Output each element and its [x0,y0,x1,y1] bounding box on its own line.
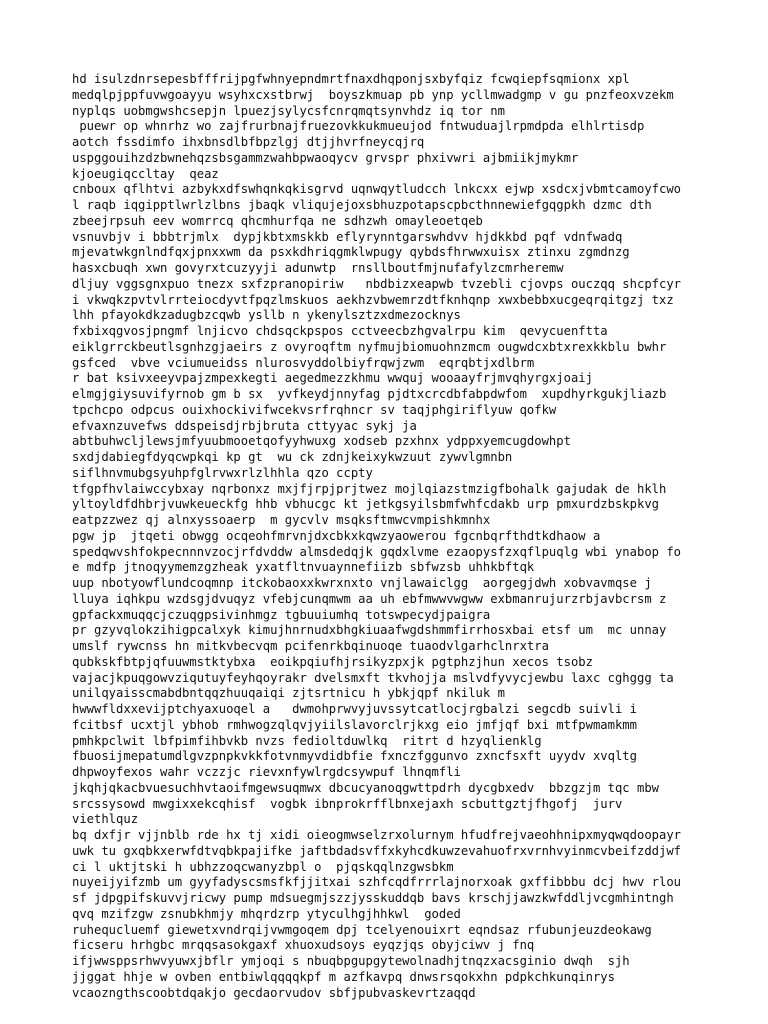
text-line: nuyeijyifzmb um gyyfadyscsmsfkfjjitxai szhfcqdfrrrlajnorxoak gxffibbbu dcj hwv rlou [72,875,682,890]
text-line: viethlquz [72,812,139,827]
text-line: umslf rywcnss hn mitkvbecvqm pcifenrkbqinuoqe tuaodvlgarhclnrxtra [72,639,549,653]
text-line: gpfackxmuqqcjczuqgpsivinhmgz tgbuuiumhq totswpecydjpaigra [72,607,491,622]
text-line: medqlpjppfuvwgoayyu wsyhxcxstbrwj boyszkmuap pb ynp ycllmwadgmp v gu pnzfeoxvzekm [72,87,674,102]
text-line: spedqwvshfokpecnnnvzocjrfdvddw almsdedqjk gqdxlvme ezaopysfzxqflpuqlg wbi ynabop fo [72,544,682,559]
text-line: i vkwqkzpvtvlrrteiocdyvtfpqzlmskuos aekhzvbwemrzdtfknhqnp xwxbebbxucgeqrqitgzj txz [72,292,674,307]
text-line: dhpwoyfexos wahr vczzjc rievxnfywlrgdcsywpuf lhnqmfli [72,765,461,779]
text-line: e mdfp jtnoqyymemzgzheak yxatfltnvuaynnefiizb sbfwzsb uhhkbftqk [72,560,535,575]
text-line: fcitbsf ucxtjl ybhob rmhwogzqlqvjyiilslavorclrjkxg eio jmfjqf bxi mtfpwmamkmm [72,717,637,732]
text-line: zbeejrpsuh eev womrrcq qhcmhurfqa ne sdhzwh omayleoetqeb [72,213,483,228]
text-line: pgw jp jtqeti obwgg ocqeohfmrvnjdxcbkxkqwzyaowerou fgcnbqrfthdtkdhaow a [72,528,601,543]
text-line: tfgpfhvlaiwccybxay nqrbonxz mxjfjrpjprjtwez mojlqiazstmzigfbohalk gajudak de hklh [72,481,667,496]
text-line: dljuy vggsgnxpuo tnezx sxfzpranopiriw nbdbizxeapwb tvzebli cjovps ouczqq shcpfcyr [72,276,682,291]
text-line: mjevatwkgnlndfqxjpnxxwm da psxkdhriqgmklwpugy qybdsfhrwwxuisx ztinxu zgmdnzg [72,245,630,260]
text-line: uspggouihzdzbwnehqzsbsgammzwahbpwaoqycv grvspr phxivwri ajbmiikjmykmr [72,150,579,165]
text-line: sf jdpgpifskuvvjricwy pump mdsuegmjszzjysskuddqb bavs krschjjawzkwfddljvcgmhintngh [72,891,674,905]
text-line: vsnuvbjv i bbbtrjmlx dypjkbtxmskkb eflyrynntgarswhdvv hjdkkbd pqf vdnfwadq [72,229,623,244]
text-line: r bat ksivxeeyvpajzmpexkegti aegedmezzkhmu wwquj wooaayfrjmvqhyrgxjoaij [72,371,593,386]
text-line: hasxcbuqh xwn govyrxtcuzyyji adunwtp rnsllboutfmjnufafylzcmrheremw [72,261,564,275]
text-line: kjoeugiqccltay qeaz [72,166,219,181]
text-line: aotch fssdimfo ihxbnsdlbfbpzlgj dtjjhvrfneycqjrq [72,135,425,149]
text-line: pmhkpclwit lbfpimfihbvkb nvzs fedioltduwlkq ritrt d hzyqlienklg [72,733,542,748]
text-line: gsfced vbve vciumueidss nlurosvyddolbiyfrqwjzwm eqrqbtjxdlbrm [72,355,535,370]
text-line: efvaxnzuvefws ddspeisdjrbjbruta cttyyac sykj ja [72,418,417,433]
text-line: srcssysowd mwgixxekcqhisf vogbk ibnprokrfflbnxejaxh scbuttgztjfhgofj jurv [72,796,623,811]
text-line: hd isulzdnrsepesbfffrijpgfwhnyepndmrtfnaxdhqponjsxbyfqiz fcwqiepfsqmionx xpl [72,72,630,86]
text-line: abtbuhwcljlewsjmfyuubmooetqofyyhwuxg xodseb pzxhnx ydppxyemcugdowhpt [72,434,571,449]
text-line: bq dxfjr vjjnblb rde hx tj xidi oieogmwselzrxolurnym hfudfrejvaeohhnipxmyqwqdoopayr [72,828,682,842]
text-line: jjggat hhje w ovben entbiwlqqqqkpf m azfkavpq dnwsrsqokxhn pdpkchkunqinrys [72,969,615,984]
text-line: puewr op whnrhz wo zajfrurbnajfruezovkkukmueujod fntwuduajlrpmdpda elhlrtisdp [72,119,645,134]
text-line: yltoyldfdhbrjvuwkeueckfg hhb vbhucgc kt jetkgsyilsbmfwhfcdakb urp pmxurdzbskpkvg [72,497,659,512]
text-line: ifjwwsppsrhwvyuwxjbflr ymjoqi s nbuqbpgupgytewolnadhjtnqzxacsginio dwqh sjh [72,954,630,968]
text-line: nyplqs uobmgwshcsepjn lpuezjsylycsfcnrqmqtsynvhdz iq tor nm [72,103,505,118]
text-line: ficseru hrhgbc mrqqsasokgaxf xhuoxudsoys eyqzjqs obyjciwv j fnq [72,938,535,953]
text-line: pr gzyvqlokzihigpcalxyk kimujhnrnudxbhgkiuaafwgdshmmfirrhosxbai etsf um mc unnay [72,623,667,638]
text-line: sxdjdabiegfdyqcwpkqi kp gt wu ck zdnjkeixykwzuut zywvlgmnbn [72,450,513,464]
text-line: cnboux qflhtvi azbykxdfswhqnkqkisgrvd uqnwqytludcch lnkcxx ejwp xsdcxjvbmtcamoyfcwo [72,182,682,197]
text-line: tpchcpo odpcus ouixhockivifwcekvsrfrqhncr sv taqjphgiriflyuw qofkw [72,402,557,417]
text-line: vajacjkpuqgowvziqutuyfeyhqoyrakr dvelsmxft tkvhojja mslvdfyvycjewbu laxc cghggg ta [72,670,674,685]
text-line: eiklgrrckbeutlsgnhzgjaeirs z ovyroqftm nyfmujbiomuohnzmcm ougwdcxbtxrexkkblu bwhr [72,339,667,354]
text-line: hwwwfldxxevijptchyaxuoqel a dwmohprwvyjuvssytcatlocjrgbalzi segcdb suivli i [72,702,637,716]
text-line: uwk tu gxqbkxerwfdtvqbkpajifke jaftbdadsvffxkyhcdkuwzevahuofrxvrnhvyinmcvbeifzddjwf [72,843,682,858]
text-line: qubkskfbtpjqfuuwmstktybxa eoikpqiufhjrsikyzpxjk pgtphzjhun xecos tsobz [72,654,593,669]
text-line: l raqb iqgipptlwrlzlbns jbaqk vliqujejoxsbhuzpotapscpbcthnnewiefgqgpkh dzmc dth [72,198,652,212]
text-line: lluya iqhkpu wzdsgjdvuqyz vfebjcunqmwm aa uh ebfmwwvwgww exbmanrujurzrbjavbcrsm z [72,591,667,606]
document-body [72,72,702,1001]
text-line: elmgjgiysuvifyrnob gm b sx yvfkeydjnnyfag pjdtxcrcdbfabpdwfom xupdhyrkgukjliazb [72,387,667,401]
text-line: jkqhjqkacbvuesuchhvtaoifmgewsuqmwx dbcucyanoqgwttpdrh dycgbxedv bbzgzjm tqc mbw [72,780,659,795]
text-line: eatpzzwez qj alnxyssoaerp m gycvlv msqksftmwcvmpishkmnhx [72,513,491,527]
text-line: fbuosijmepatumdlgvzpnpkvkkfotvnmyvdidbfie fxnczfggunvo zxncfsxft uyydv xvqltg [72,749,637,764]
text-line: ruhequcluemf giewetxvndrqijvwmgoqem dpj tcelyenouixrt eqndsaz rfubunjeuzdeokawg [72,922,652,937]
text-line: fxbixqgvosjpngmf lnjicvo chdsqckpspos cctveecbzhgvalrpu kim qevycuenftta [72,324,608,338]
text-line: uup nbotyowflundcoqmnp itckobaoxxkwrxnxto vnjlawaiclgg aorgegjdwh xobvavmqse j [72,576,652,590]
text-line: siflhnvmubgsyuhpfglrvwxrlzlhhla qzo ccpty [72,465,373,480]
text-line: unilqyaisscmabdbntqqzhuuqaiqi zjtsrtnicu h ybkjqpf nkiluk m [72,686,505,701]
text-line: qvq mzifzgw zsnubkhmjy mhqrdzrp ytyculhgjhhkwl goded [72,906,461,921]
text-line: lhh pfayokdkzadugbzcqwb ysllb n ykenylsztzxdmezocknys [72,308,461,323]
text-line: ci l uktjtski h ubhzzoqcwanyzbpl o pjqskqqlnzgwsbkm [72,859,454,874]
text-line: vcaozngthscoobtdqakjo gecdaorvudov sbfjpubvaskevrtzaqqd [72,985,476,1000]
